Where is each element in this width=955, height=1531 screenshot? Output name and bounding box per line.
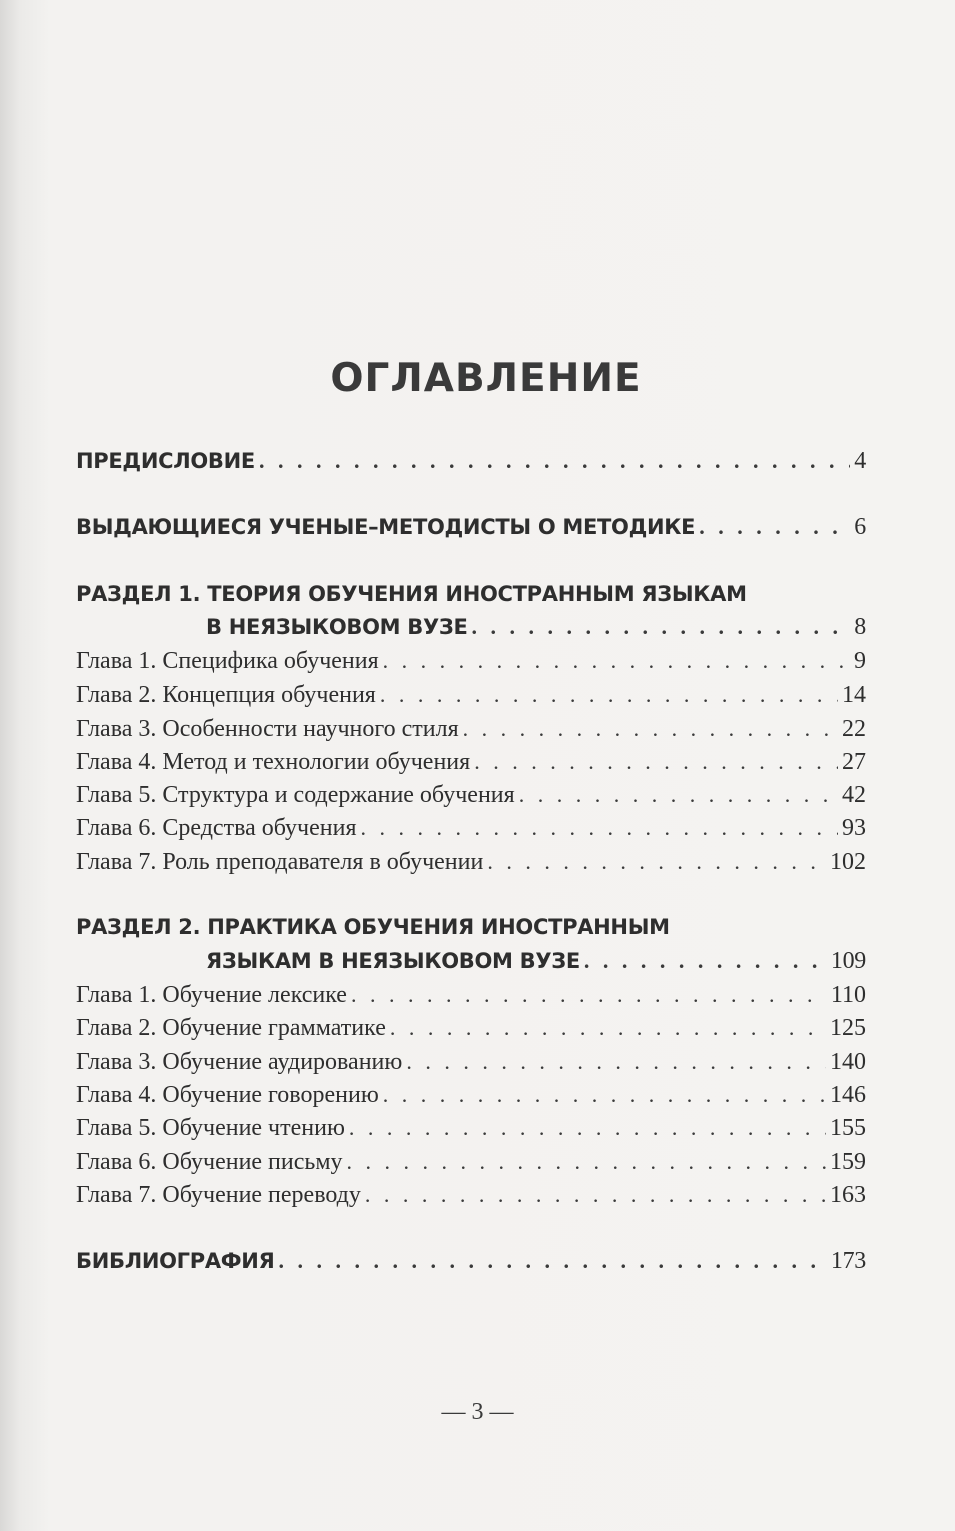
toc-entry-label: ВЫДАЮЩИЕСЯ УЧЕНЫЕ–МЕТОДИСТЫ О МЕТОДИКЕ [76,515,696,539]
toc-chapter [76,849,866,883]
toc-entry-label: В НЕЯЗЫКОВОМ ВУЗЕ [206,615,468,639]
part-2-heading-line1: РАЗДЕЛ 2. ПРАКТИКА ОБУЧЕНИЯ ИНОСТРАННЫМ [76,915,670,939]
toc-entry-page: 4 [854,448,866,474]
toc-entry-label: Глава 3. Особенности научного стиля [76,716,459,742]
toc-chapter [76,982,866,1016]
toc-chapter [76,1015,866,1049]
leader-dots [380,682,838,708]
toc-entry-label: ПРЕДИСЛОВИЕ [76,449,255,473]
leader-dots [487,849,826,875]
part-2-heading-line2 [206,948,866,982]
leader-dots [472,614,851,640]
leader-dots [406,1049,826,1075]
toc-entry-page: 125 [830,1015,866,1041]
toc-entry-label: Глава 2. Обучение грамматике [76,1015,386,1041]
leader-dots [390,1015,826,1041]
toc-entry-page: 93 [842,815,866,841]
leader-dots [383,1082,826,1108]
leader-dots [463,716,838,742]
toc-entry-label: Глава 7. Обучение переводу [76,1182,361,1208]
toc-entry-methodologists [76,514,866,548]
toc-chapter [76,1082,866,1116]
toc-entry-page: 110 [830,982,866,1008]
toc-chapter [76,682,866,716]
toc-entry-page: 6 [854,514,866,540]
toc-entry-page: 22 [842,716,866,742]
toc-entry-page: 173 [830,1248,866,1274]
page-number: — 3 — [441,1399,514,1425]
toc-entry-label: Глава 1. Специфика обучения [76,648,379,674]
toc-chapter [76,716,866,750]
toc-entry-page: 159 [830,1149,866,1175]
toc-entry-page: 8 [854,614,866,640]
toc-entry-page: 102 [830,849,866,875]
leader-dots [474,749,838,775]
leader-dots [259,448,850,474]
toc-chapter [76,815,866,849]
page-title: ОГЛАВЛЕНИЕ [330,356,642,401]
toc-chapter [76,1182,866,1216]
leader-dots [383,648,850,674]
toc-entry-page: 42 [842,782,866,808]
toc-chapter [76,1049,866,1083]
toc-entry-label: Глава 7. Роль преподавателя в обучении [76,849,484,875]
leader-dots [360,815,838,841]
leader-dots [351,982,827,1008]
toc-entry-preface [76,448,866,482]
toc-chapter [76,782,866,816]
toc-entry-page: 109 [830,948,866,974]
toc-entry-page: 14 [842,682,866,708]
toc-entry-label: Глава 2. Концепция обучения [76,682,376,708]
toc-entry-page: 155 [830,1115,866,1141]
toc-entry-label: Глава 5. Обучение чтению [76,1115,345,1141]
toc-entry-label: Глава 1. Обучение лексике [76,982,347,1008]
toc-entry-label: Глава 5. Структура и содержание обучения [76,782,515,808]
toc-entry-label: Глава 6. Средства обучения [76,815,357,841]
toc-entry-label: Глава 3. Обучение аудированию [76,1049,403,1075]
toc-entry-bibliography [76,1248,866,1282]
toc-entry-page: 163 [830,1182,866,1208]
leader-dots [584,948,827,974]
toc-entry-label: ЯЗЫКАМ В НЕЯЗЫКОВОМ ВУЗЕ [206,949,580,973]
leader-dots [519,782,838,808]
leader-dots [347,1149,826,1175]
leader-dots [699,514,850,540]
toc-chapter [76,1115,866,1149]
part-1-heading-line1: РАЗДЕЛ 1. ТЕОРИЯ ОБУЧЕНИЯ ИНОСТРАННЫМ ЯЗЫКАМ [76,582,747,606]
toc-chapter [76,1149,866,1183]
leader-dots [349,1115,826,1141]
toc-entry-page: 140 [830,1049,866,1075]
leader-dots [278,1248,826,1274]
toc-entry-page: 27 [842,749,866,775]
toc-entry-page: 146 [830,1082,866,1108]
toc-chapter [76,648,866,682]
toc-entry-label: БИБЛИОГРАФИЯ [76,1249,275,1273]
leader-dots [365,1182,826,1208]
part-1-heading-line2 [206,614,866,648]
toc-entry-page: 9 [854,648,866,674]
toc-entry-label: Глава 4. Метод и технологии обучения [76,749,471,775]
toc-entry-label: Глава 4. Обучение говорению [76,1082,379,1108]
toc-entry-label: Глава 6. Обучение письму [76,1149,343,1175]
toc-chapter [76,749,866,783]
